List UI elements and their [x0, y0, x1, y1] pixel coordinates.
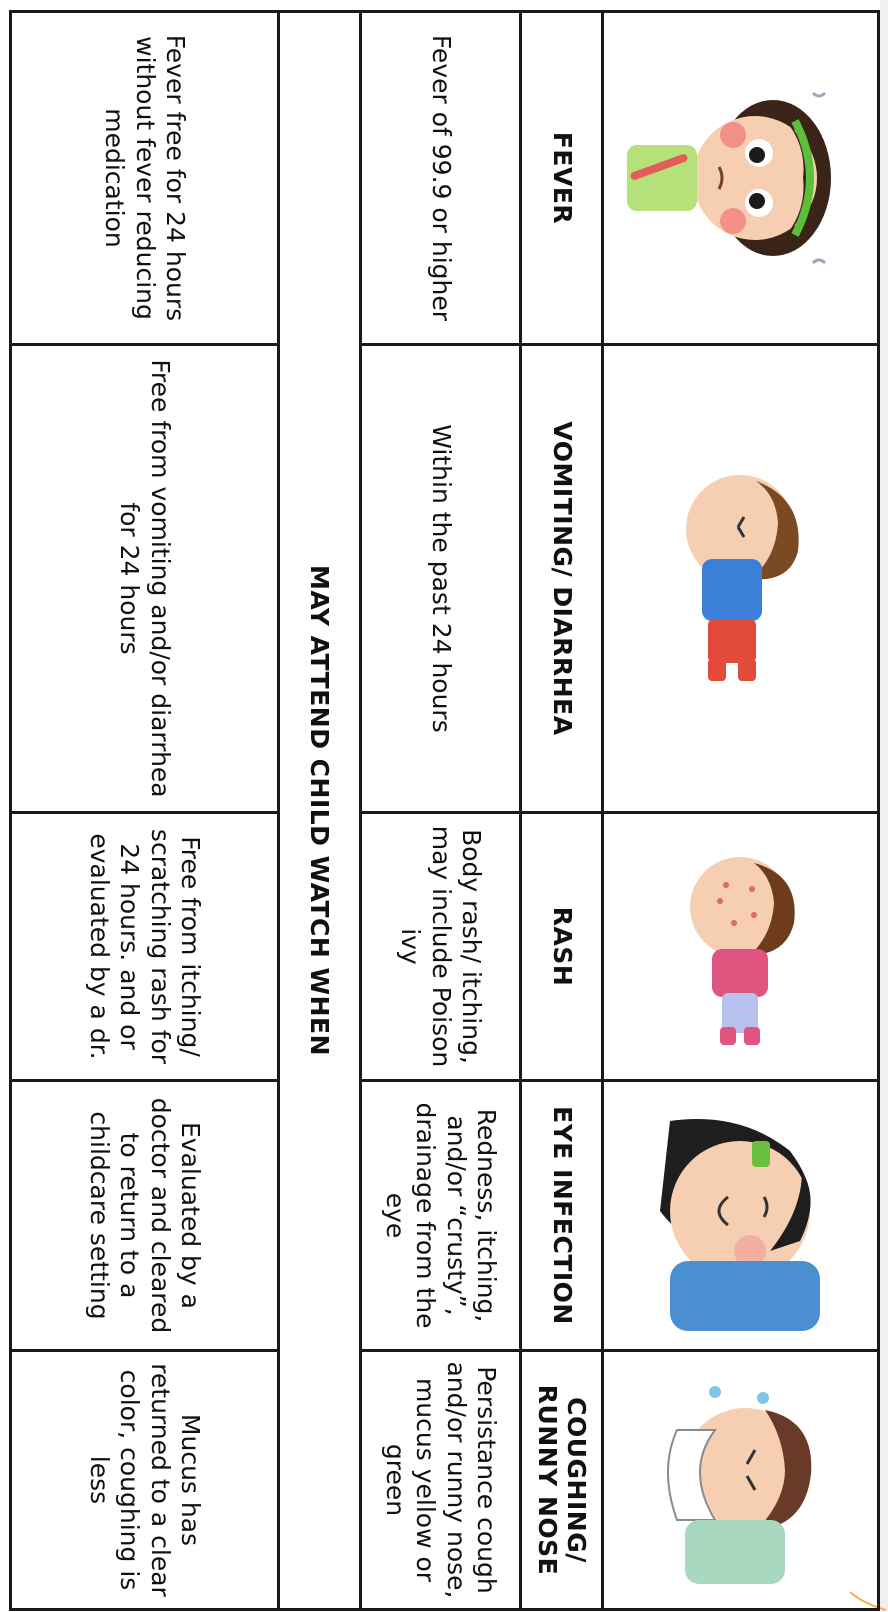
condition-fever: Fever of 99.9 or higher	[361, 12, 521, 345]
symptom-vomiting-diarrhea: VOMITING/ DIARRHEA	[521, 345, 603, 813]
return-eye-infection: Evaluated by a doctor and cleared to return to a childcare setting	[11, 1081, 279, 1351]
child-vomiting-illustration	[621, 459, 861, 699]
child-fever-thermometer-illustration	[616, 63, 866, 293]
return-fever: Fever free for 24 hours without fever reducing medication	[11, 12, 279, 345]
page-edge	[880, 0, 888, 1612]
symptom-rash: RASH	[521, 813, 603, 1081]
child-coughing-tissue-illustration	[626, 1370, 856, 1590]
condition-coughing-runny-nose: Persistance cough and/or runny nose, mucus yellow or green	[361, 1351, 521, 1610]
condition-eye-infection: Redness, itching, and/or “crusty”, drainage from the eye	[361, 1081, 521, 1351]
coughing-illustration-cell	[603, 1351, 879, 1610]
condition-vomiting-diarrhea: Within the past 24 hours	[361, 345, 521, 813]
return-criteria-row	[11, 12, 279, 1610]
eye-infection-illustration-cell	[603, 1081, 879, 1351]
child-eye-drops-illustration	[621, 1101, 861, 1331]
symptom-fever: FEVER	[521, 12, 603, 345]
return-vomiting-diarrhea: Free from vomiting and/or diarrhea for 24 hours	[11, 345, 279, 813]
rash-illustration-cell	[603, 813, 879, 1081]
return-rash: Free from itching/ scratching rash for 24 hours. and or evaluated by a dr.	[11, 813, 279, 1081]
condition-rash: Body rash/ itching, may include Poison ivy	[361, 813, 521, 1081]
fever-illustration-cell	[603, 12, 879, 345]
band-row	[279, 12, 361, 1610]
symptom-eye-infection: EYE INFECTION	[521, 1081, 603, 1351]
illness-policy-table	[9, 10, 880, 1611]
symptom-header-row	[521, 12, 603, 1610]
condition-row	[361, 12, 521, 1610]
child-rash-illustration	[631, 837, 851, 1057]
return-coughing-runny-nose: Mucus has returned to a clear color, coughing is less	[11, 1351, 279, 1610]
may-attend-band: MAY ATTEND CHILD WATCH WHEN	[279, 12, 361, 1610]
illustration-row	[603, 12, 879, 1610]
vomiting-illustration-cell	[603, 345, 879, 813]
symptom-coughing-runny-nose: COUGHING/ RUNNY NOSE	[521, 1351, 603, 1610]
